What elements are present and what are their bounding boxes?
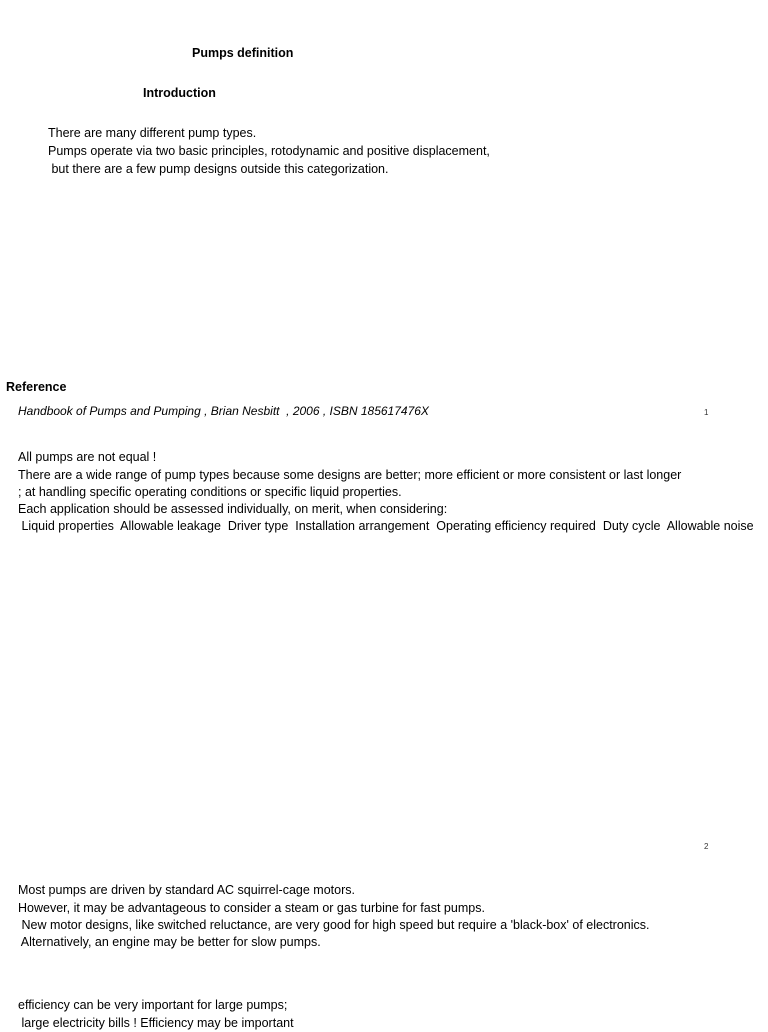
paragraph-line: efficiency can be very important for large pumps; <box>18 998 288 1012</box>
paragraph-line: However, it may be advantageous to consider a steam or gas turbine for fast pumps. <box>18 901 485 915</box>
paragraph-line: All pumps are not equal ! <box>18 450 157 464</box>
page-title: Pumps definition <box>192 46 294 60</box>
paragraph-line: ; at handling specific operating conditions or specific liquid properties. <box>18 485 402 499</box>
paragraph-line: but there are a few pump designs outside this categorization. <box>48 162 389 176</box>
reference-citation: Handbook of Pumps and Pumping , Brian Nesbitt , 2006 , ISBN 185617476X <box>18 404 429 418</box>
paragraph-line: Alternatively, an engine may be better for slow pumps. <box>18 935 321 949</box>
paragraph-line: large electricity bills ! Efficiency may be important <box>18 1016 294 1030</box>
page-number: 2 <box>704 842 709 851</box>
paragraph-line: New motor designs, like switched reluctance, are very good for high speed but require a 'black-box' of electronics. <box>18 918 650 932</box>
page-number: 1 <box>704 408 709 417</box>
reference-heading: Reference <box>6 380 67 394</box>
paragraph-line: Most pumps are driven by standard AC squirrel-cage motors. <box>18 883 355 897</box>
paragraph-line: There are a wide range of pump types because some designs are better; more efficient or more consistent or last longer <box>18 468 682 482</box>
paragraph-line: Each application should be assessed individually, on merit, when considering: <box>18 502 448 516</box>
paragraph-line: Pumps operate via two basic principles, rotodynamic and positive displacement, <box>48 144 490 158</box>
considerations-list: Liquid properties Allowable leakage Driver type Installation arrangement Operating efficiency required Duty cycle Allowable noise <box>18 519 754 533</box>
paragraph-line: There are many different pump types. <box>48 126 257 140</box>
section-subtitle: Introduction <box>143 86 216 100</box>
